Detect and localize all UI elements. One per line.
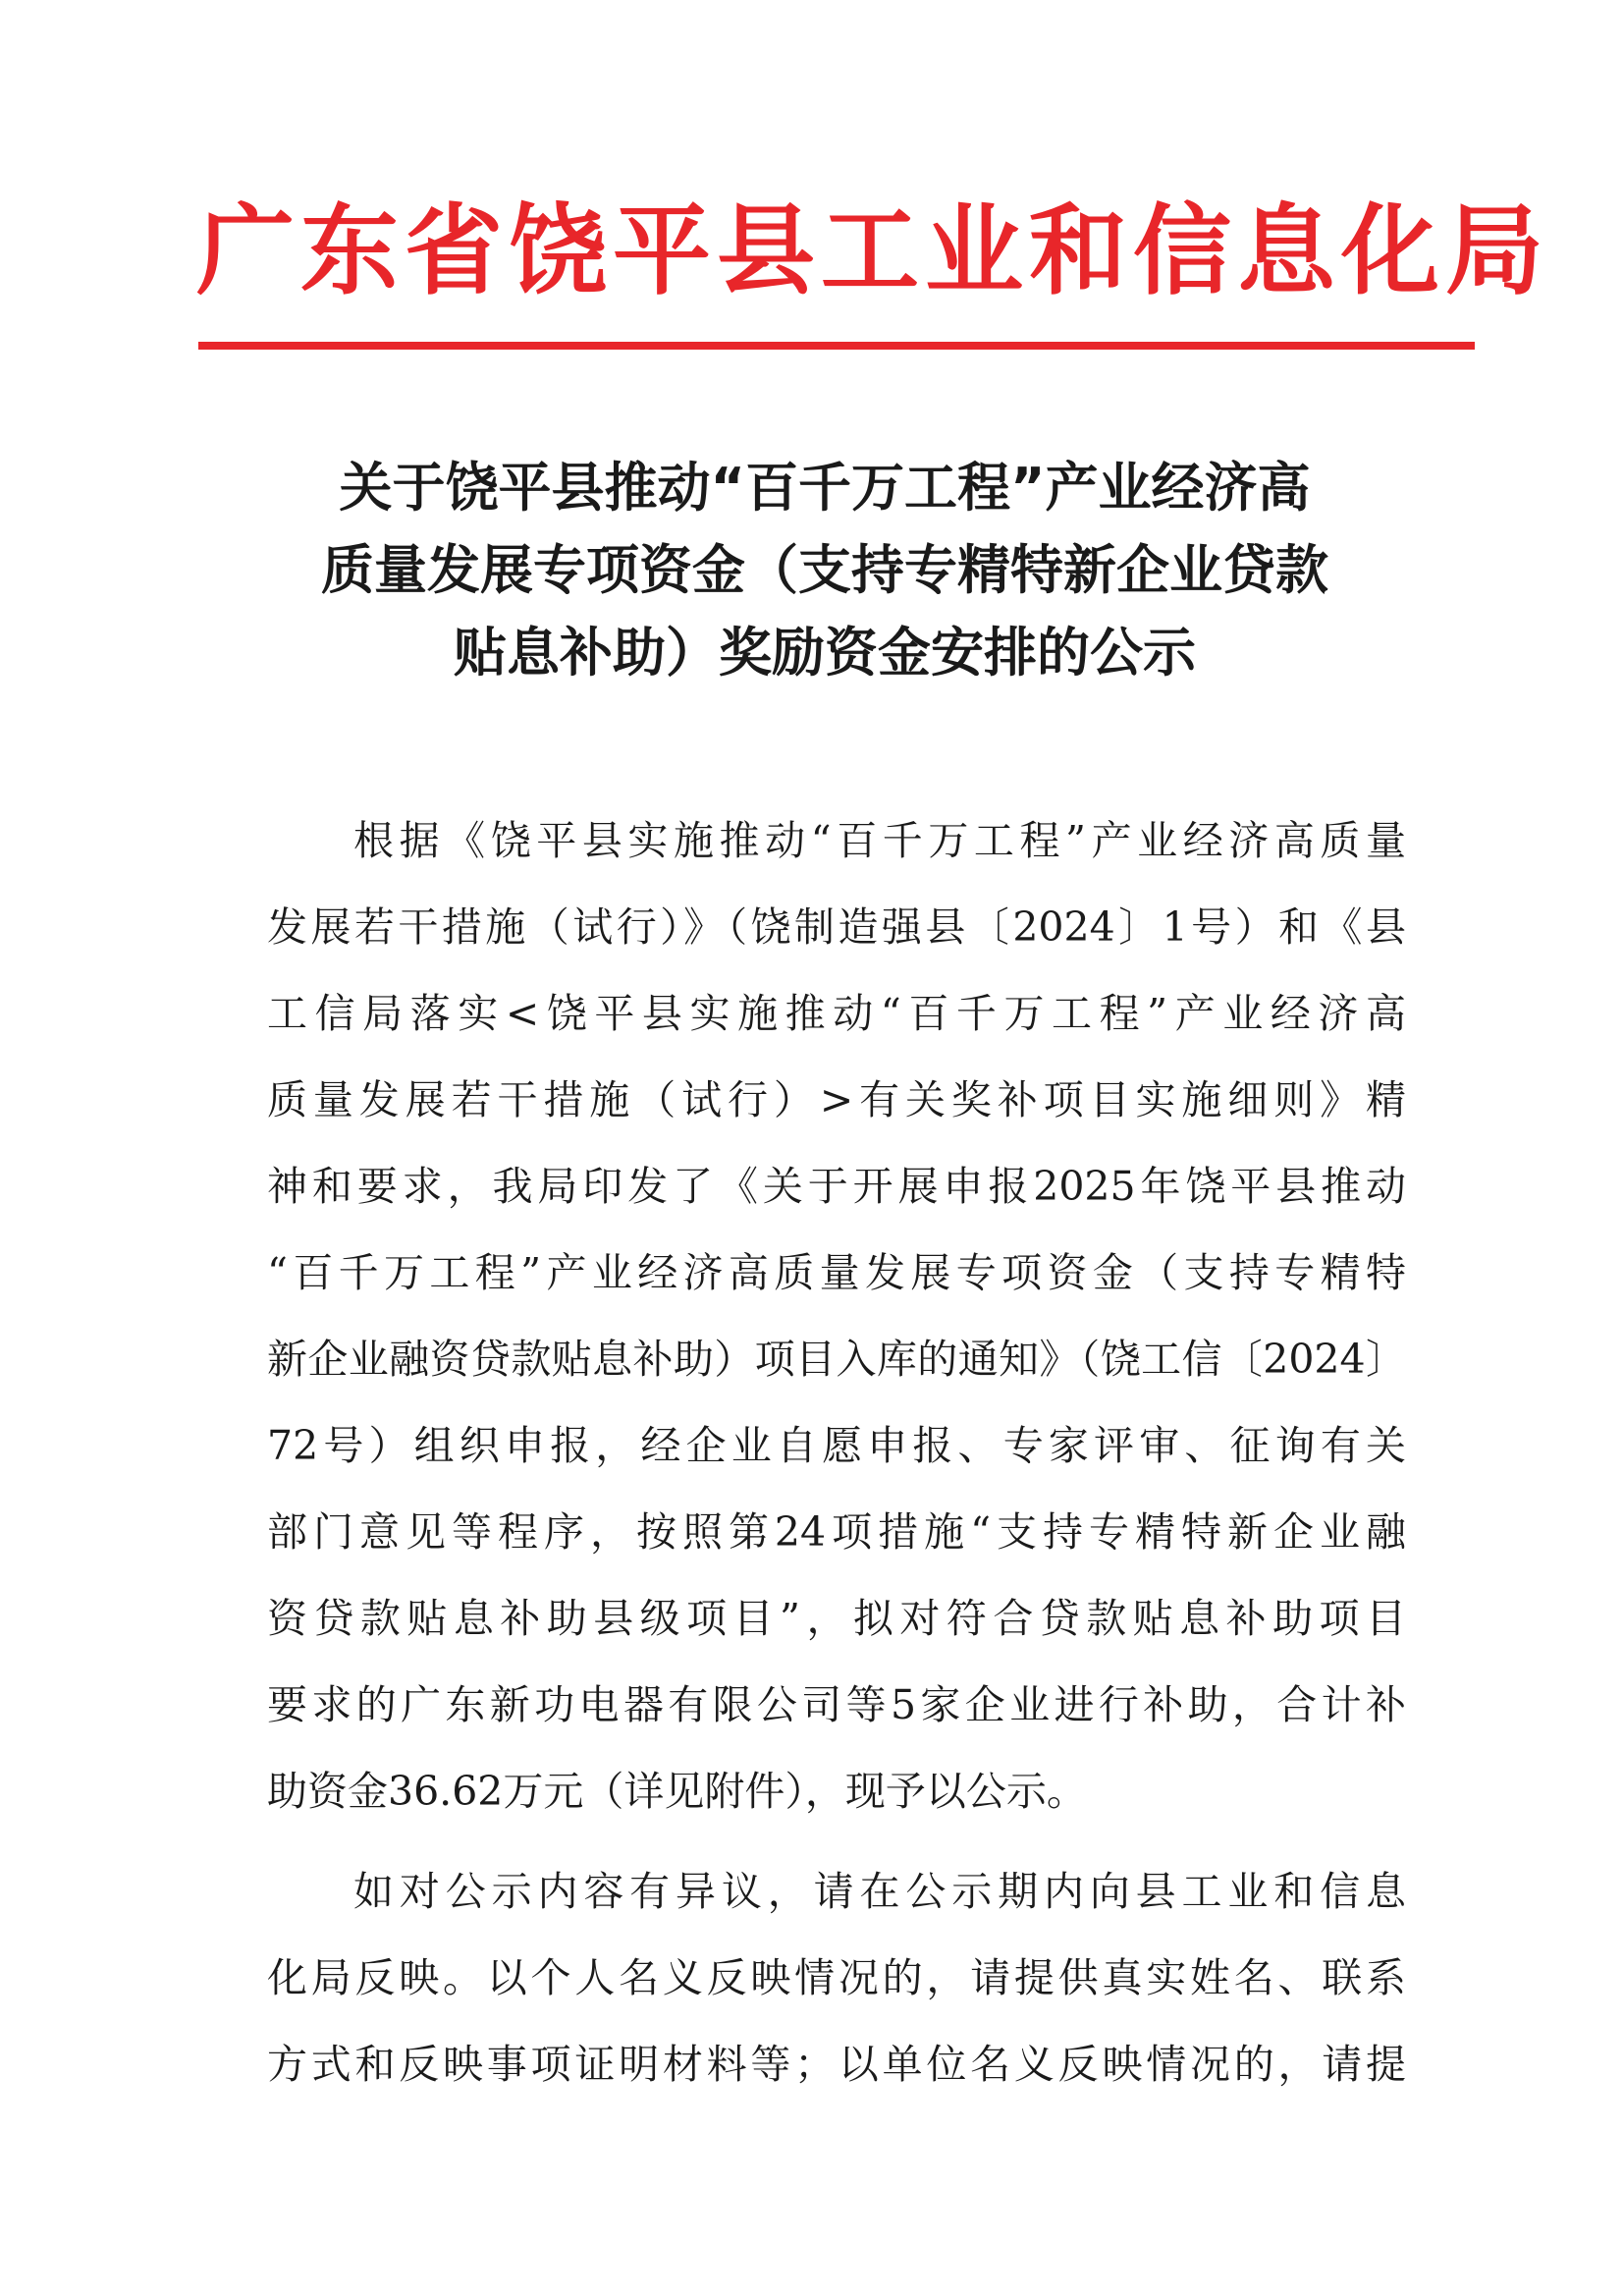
body-line: 神和要求，我局印发了《关于开展申报2025年饶平县推动 [267, 1163, 1406, 1210]
letterhead-organization: 广东省饶平县工业和信息化局 [196, 192, 1549, 308]
body-line: 如对公示内容有异议，请在公示期内向县工业和信息 [353, 1868, 1406, 1915]
body-line: 新企业融资贷款贴息补助）项目入库的通知》（饶工信〔2024〕 [267, 1336, 1406, 1383]
paragraph-objection [267, 1848, 1406, 2107]
title-line: 贴息补助）奖励资金安排的公示 [454, 622, 1196, 683]
body-line: 助资金36.62万元（详见附件），现予以公示。 [267, 1768, 1087, 1815]
paragraph-gap [267, 1834, 1406, 1848]
body-line: 资贷款贴息补助县级项目”，拟对符合贷款贴息补助项目 [267, 1595, 1406, 1642]
letterhead-red-rule [198, 342, 1475, 350]
notice-title [236, 447, 1414, 694]
body-line: “百千万工程”产业经济高质量发展专项资金（支持专精特 [267, 1249, 1406, 1296]
body-line: 发展若干措施（试行）》（饶制造强县〔2024〕1号）和《县 [267, 903, 1406, 951]
notice-body [267, 797, 1406, 2107]
body-line: 化局反映。以个人名义反映情况的，请提供真实姓名、联系 [267, 1954, 1406, 2001]
paragraph-basis [267, 797, 1406, 1834]
body-line: 质量发展若干措施（试行）>有关奖补项目实施细则》精 [267, 1076, 1406, 1123]
body-line: 72号）组织申报，经企业自愿申报、专家评审、征询有关 [267, 1422, 1406, 1469]
body-line: 要求的广东新功电器有限公司等5家企业进行补助，合计补 [267, 1681, 1406, 1728]
title-line: 质量发展专项资金（支持专精特新企业贷款 [321, 539, 1328, 601]
body-line: 工信局落实<饶平县实施推动“百千万工程”产业经济高 [267, 990, 1406, 1037]
title-line: 关于饶平县推动“百千万工程”产业经济高 [339, 457, 1311, 519]
body-line: 部门意见等程序，按照第24项措施“支持专精特新企业融 [267, 1508, 1406, 1556]
body-line: 方式和反映事项证明材料等；以单位名义反映情况的，请提 [267, 2041, 1406, 2088]
body-line: 根据《饶平县实施推动“百千万工程”产业经济高质量 [353, 817, 1406, 864]
